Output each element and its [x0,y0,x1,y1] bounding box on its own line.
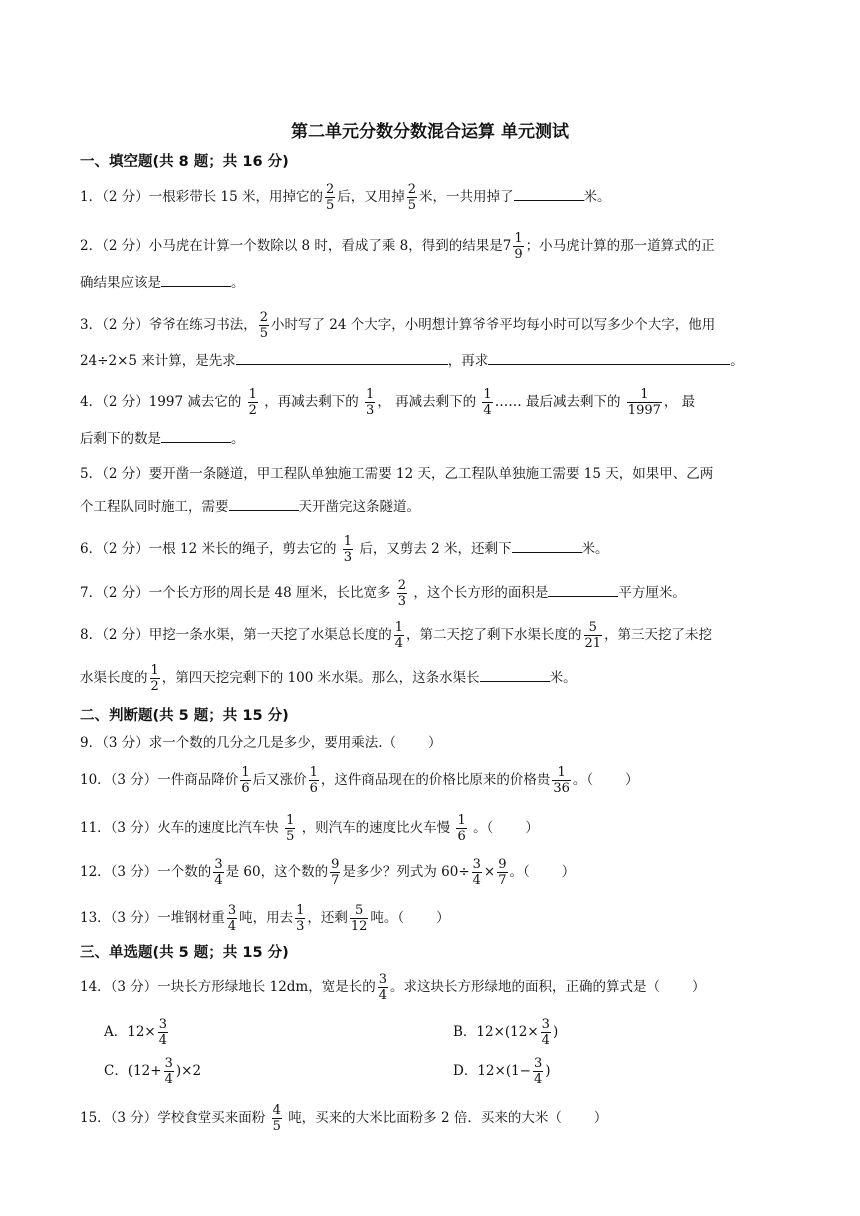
question-3: 3．（2 分）爷爷在练习书法， $\frac{2}{5}$ 小时写了 24 个大字，小明想计算爷爷平均每小时可以写多少个大字，他用 [80,310,716,341]
fraction: $\frac{1}{3}$ [343,534,353,565]
fraction: $\frac{9}{7}$ [331,857,340,888]
fraction: $\frac{1}{4}$ [483,387,492,418]
question-9: 9．（3 分）求一个数的几分之几是多少，要用乘法.（ ） [80,735,442,751]
fraction: $\frac{3}{4}$ [227,903,237,934]
fraction: $\frac{2}{5}$ [259,310,269,341]
fraction: $\frac{1}{4}$ [394,620,404,651]
fraction: $\frac{1}{36}$ [553,765,570,796]
fraction: $\frac{3}{4}$ [214,857,223,888]
fraction: $\frac{1}{3}$ [366,387,375,418]
mixed-number: 7 $\frac{1}{9}$ [502,231,523,262]
option-b[interactable]: B．12×(12× $\frac{3}{4}$ ) [453,1017,559,1048]
question-2: 2．（2 分）小马虎在计算一个数除以 8 时，看成了乘 8，得到的结果是7 $\frac{1}{9}$ ；小马虎计算的那一道算式的正 [80,231,715,262]
question-8-line-2: 水渠长度的 $\frac{1}{2}$ ，第四天挖完剩下的 100 米水渠。那么，这条水渠长 米。 [80,663,577,694]
fraction: $\frac{1}{2}$ [248,387,257,418]
question-2-line-2: 确结果应该是 。 [80,272,800,293]
answer-blank[interactable] [488,350,730,365]
fraction: $\frac{2}{5}$ [407,182,417,213]
question-3-line-2: 24÷2×5 来计算，是先求 ，再求 。 [80,350,800,371]
fraction: $\frac{2}{5}$ [325,182,335,213]
question-4: 4．（2 分）1997 减去它的 $\frac{1}{2}$ ，再减去剩下的 $\frac{1}{3}$ ， 再减去剩下的 $\frac{1}{4}$ …… 最后减去剩下的 $\frac{1}{1997}$ ， 最 [80,387,696,418]
question-8: 8．（2 分）甲挖一条水渠，第一天挖了水渠总长度的 $\frac{1}{4}$ ，第二天挖了剩下水渠长度的 $\frac{5}{21}$ ，第三天挖了未挖 [80,620,713,651]
answer-blank[interactable] [548,582,618,597]
question-11: 11．（3 分）火车的速度比汽车快 $\frac{1}{5}$ ，则汽车的速度比火车慢 $\frac{1}{6}$ 。（ ） [80,813,539,844]
answer-blank[interactable] [161,428,231,443]
page-title: 第二单元分数分数混合运算 单元测试 [291,122,569,142]
question-15: 15．（3 分）学校食堂买来面粉 $\frac{4}{5}$ 吨，买来的大米比面粉多 2 倍．买来的大米（ ） [80,1103,608,1134]
section-heading-true-false: 二、判断题(共 5 题；共 15 分) [80,708,289,724]
answer-blank[interactable] [514,186,584,201]
fraction: $\frac{1}{6}$ [241,765,250,796]
question-7: 7．（2 分）一个长方形的周长是 48 厘米，长比宽多 $\frac{2}{3}$ ，这个长方形的面积是 平方厘米。 [80,578,686,609]
fraction: $\frac{4}{5}$ [272,1103,281,1134]
fraction: $\frac{1}{1997}$ [627,387,661,418]
question-5-line-2: 个工程队同时施工，需要 天开凿完这条隧道。 [80,496,800,517]
section-heading-multiple-choice: 三、单选题(共 5 题；共 15 分) [80,945,289,961]
section-heading-fill-in: 一、填空题(共 8 题；共 16 分) [80,154,289,170]
fraction: $\frac{2}{3}$ [397,578,407,609]
answer-blank[interactable] [512,538,582,553]
question-6: 6．（2 分）一根 12 米长的绳子，剪去它的 $\frac{1}{3}$ 后，又剪去 2 米，还剩下 米。 [80,534,609,565]
question-1: 1．（2 分）一根彩带长 15 米，用掉它的 $\frac{2}{5}$ 后，又用掉 $\frac{2}{5}$ 米，一共用掉了 米。 [80,182,611,213]
fraction: $\frac{1}{2}$ [150,663,159,694]
question-12: 12．（3 分）一个数的 $\frac{3}{4}$ 是 60，这个数的 $\frac{9}{7}$ 是多少？列式为 60÷ $\frac{3}{4}$ × $\frac{9}{7}$ 。（ ） [80,857,576,888]
fraction: $\frac{5}{21}$ [584,620,602,651]
fraction: $\frac{1}{3}$ [296,903,305,934]
answer-blank[interactable] [480,667,550,682]
question-10: 10．（3 分）一件商品降价 $\frac{1}{6}$ 后又涨价 $\frac{1}{6}$ ，这件商品现在的价格比原来的价格贵 $\frac{1}{36}$ 。（ ） [80,765,639,796]
fraction: $\frac{1}{5}$ [286,813,295,844]
fraction: $\frac{1}{6}$ [309,765,318,796]
question-5: 5．（2 分）要开凿一条隧道，甲工程队单独施工需要 12 天，乙工程队单独施工需要 15 天，如果甲、乙两 [80,466,714,482]
fraction: $\frac{3}{4}$ [472,857,481,888]
option-d[interactable]: D．12×(1− $\frac{3}{4}$ ) [453,1056,551,1087]
fraction: $\frac{3}{4}$ [378,972,388,1003]
question-13: 13．（3 分）一堆钢材重 $\frac{3}{4}$ 吨，用去 $\frac{1}{3}$ ，还剩 $\frac{5}{12}$ 吨。（ ） [80,903,450,934]
answer-blank[interactable] [161,272,231,287]
answer-blank[interactable] [229,496,299,511]
option-c[interactable]: C．(12+ $\frac{3}{4}$ )×2 [104,1056,202,1087]
option-a[interactable]: A．12× $\frac{3}{4}$ [104,1017,168,1048]
fraction: $\frac{9}{7}$ [498,857,507,888]
fraction: $\frac{5}{12}$ [350,903,368,934]
fraction: $\frac{1}{6}$ [457,813,466,844]
question-4-line-2: 后剩下的数是 。 [80,428,800,449]
answer-blank[interactable] [236,350,448,365]
question-14: 14．（3 分）一块长方形绿地长 12dm，宽是长的 $\frac{3}{4}$ 。求这块长方形绿地的面积，正确的算式是（ ） [80,972,706,1003]
